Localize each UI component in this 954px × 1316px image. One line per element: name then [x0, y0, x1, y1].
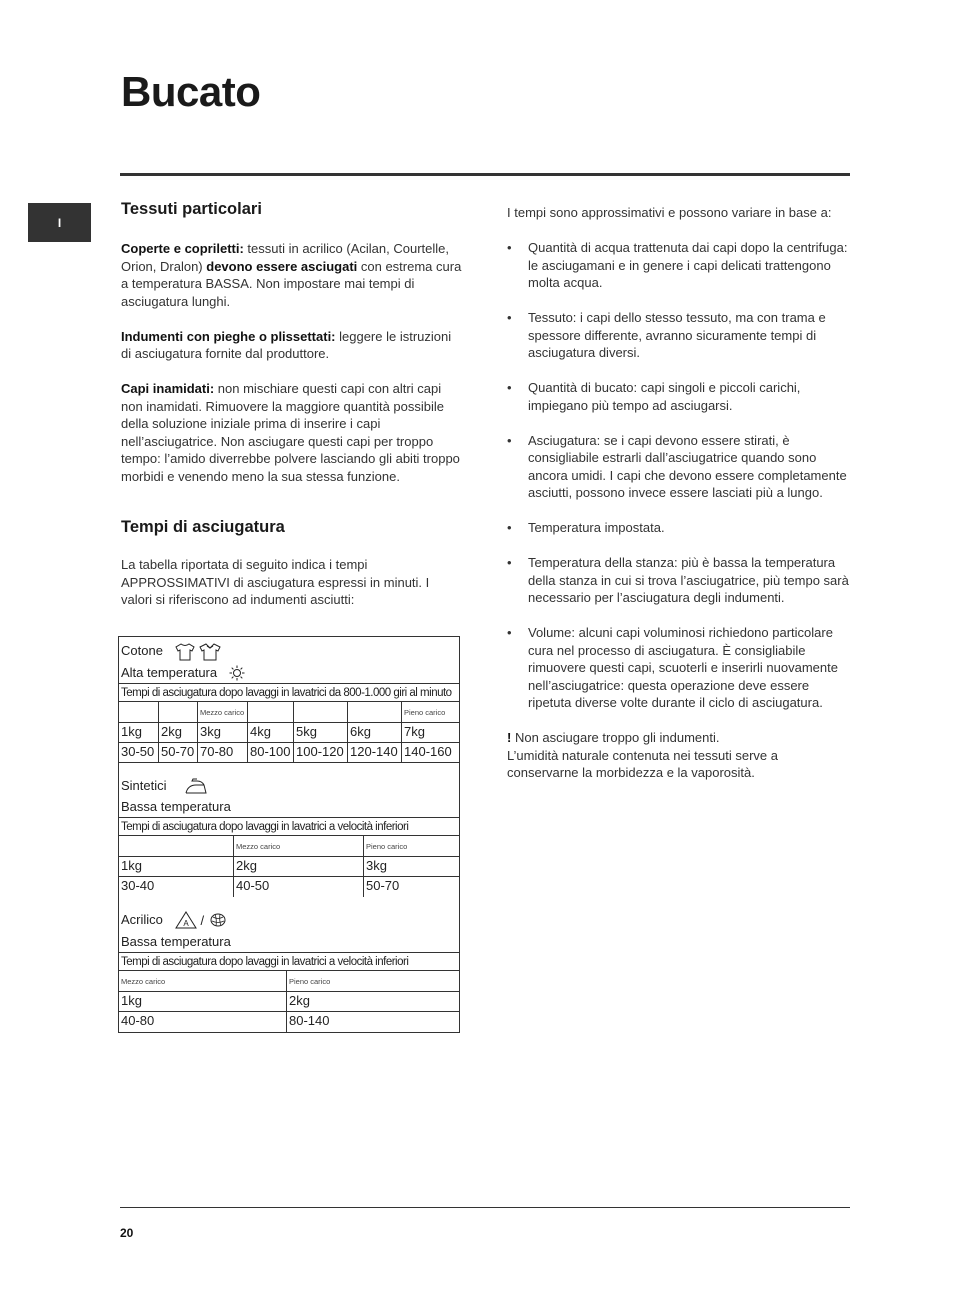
text-inamidati: non mischiare questi capi con altri capi non inamidati. Rimuovere la maggiore quantità possibile della soluzione iniziale prima di inserire i capi nell’asciugatrice. Non asciugare questi capi per troppo tempo: l’amido diverrebbe polvere lasciando gli abiti troppo morbidi e venendo meno la sua stessa funzione. [121, 381, 460, 484]
paragraph-tabella: La tabella riportata di seguito indica i tempi APPROSSIMATIVI di asciugatura espressi in minuti. I valori si riferiscono ad indumenti asciutti: [121, 557, 430, 607]
grid-acrilico [119, 971, 459, 1032]
grid-sintetici [119, 836, 459, 897]
intro-text: I tempi sono approssimativi e possono variare in base a: [507, 205, 832, 220]
weight-cell: 2kg [159, 723, 198, 743]
time-cell: 140-160 [402, 743, 459, 763]
weight-cell: 3kg [364, 857, 459, 877]
weight-cell: 4kg [248, 723, 294, 743]
list-item: • Volume: alcuni capi voluminosi richiedono particolare cura nel processo di asciugatura. È consigliabile rimuovere questi capi, scuoterli e inserirli nuovamente nell’asciugatrice: questa operazione deve essere ripetuta diverse volte durante il ciclo di asciugatura. [507, 624, 852, 712]
text-pieghe: leggere le istruzioni di asciugatura fornite dal produttore. [121, 328, 452, 361]
bottom-divider [120, 1207, 850, 1208]
iron-icon [184, 777, 208, 795]
language-tab [28, 203, 91, 242]
grid-cotone [119, 702, 459, 763]
condition-sintetici: Tempi di asciugatura dopo lavaggi in lavatrici a velocità inferiori [119, 817, 459, 836]
time-cell: 120-140 [348, 743, 402, 763]
weight-cell: 6kg [348, 723, 402, 743]
text-coperte: tessuti in acrilico (Acilan, Courtelle, Orion, Dralon) [121, 241, 449, 274]
left-column [121, 200, 463, 609]
warning-mark: ! [507, 730, 512, 745]
section-title-tempi: Tempi di asciugatura [121, 518, 285, 536]
category-temp: Bassa temperatura [121, 798, 231, 814]
weight-cell: 1kg [119, 723, 159, 743]
time-cell: 50-70 [159, 743, 198, 763]
category-temp: Alta temperatura [121, 664, 218, 680]
paragraph-pieghe [121, 328, 463, 363]
warning-text-2: L’umidità naturale contenuta nei tessuti serve a conservarne la morbidezza e la vaporosità. [507, 747, 779, 780]
svg-text:A: A [182, 919, 189, 929]
drying-times-table [118, 636, 460, 1033]
time-cell: 40-80 [119, 1012, 287, 1032]
time-cell: 80-140 [289, 1012, 330, 1028]
weight-cell: 1kg [119, 857, 234, 877]
weight-cell: 3kg [198, 723, 248, 743]
label-mezzo-carico: Mezzo carico [119, 971, 287, 992]
category-temp: Bassa temperatura [121, 933, 231, 949]
list-item: • Asciugatura: se i capi devono essere stirati, è consigliabile estrarli dall’asciugatrice quando sono ancora umidi. I capi che devono essere completamente asciutti, possono invece essere lasciati più a lungo. [507, 432, 852, 502]
warning-note [507, 729, 852, 782]
label-pieno-carico: Pieno carico [287, 971, 459, 992]
condition-cotone: Tempi di asciugatura dopo lavaggi in lavatrici da 800-1.000 giri al minuto [119, 683, 459, 702]
time-cell: 30-50 [119, 743, 159, 763]
term-pieghe: Indumenti con pieghe o plissettati: [121, 328, 336, 344]
label-cell [119, 836, 234, 857]
list-item: • Temperatura impostata. [507, 519, 852, 537]
time-cell: 40-50 [234, 877, 364, 897]
text-coperte-2: con estrema cura a temperatura BASSA. Non impostare mai tempi di asciugatura lunghi. [121, 258, 462, 309]
list-item: • Tessuto: i capi dello stesso tessuto, ma con trama e spessore differente, avranno sicuramente tempi di asciugatura diversi. [507, 309, 852, 362]
term-inamidati: Capi inamidati: [121, 381, 215, 396]
condition-acrilico: Tempi di asciugatura dopo lavaggi in lavatrici a velocità inferiori [119, 952, 459, 971]
label-mezzo-carico: Mezzo carico [234, 836, 364, 857]
weight-cell: 1kg [119, 992, 287, 1012]
shirt-icon [199, 642, 221, 662]
time-cell: 80-100 [248, 743, 294, 763]
acrylic-triangle-icon [175, 911, 197, 929]
factors-list [507, 239, 852, 712]
page-number: 20 [120, 1226, 134, 1240]
label-pieno-carico: Pieno carico [402, 702, 459, 723]
category-cotone [119, 637, 459, 683]
paragraph-coperte [121, 240, 463, 310]
label-cell [348, 702, 402, 723]
term-devono: devono essere asciugati [206, 258, 358, 274]
weight-cell: 2kg [234, 857, 364, 877]
language-tab-label: I [57, 215, 62, 230]
label-mezzo-carico: Mezzo carico [198, 702, 248, 723]
tshirt-icon [175, 642, 195, 662]
list-item: • Temperatura della stanza: più è bassa la temperatura della stanza in cui si trova l’asciugatrice, più tempo sarà necessario per l’asciugatura degli indumenti. [507, 554, 852, 607]
category-acrilico [119, 897, 459, 952]
list-item: • Quantità di acqua trattenuta dai capi dopo la centrifuga: le asciugamani e in genere i capi delicati trattengono molta acqua. [507, 239, 852, 292]
weight-cell: 2kg [287, 992, 459, 1012]
category-name: Cotone [121, 643, 163, 658]
label-cell [119, 702, 159, 723]
top-divider [120, 173, 850, 176]
paragraph-inamidati [121, 380, 463, 485]
icon-separator: / [200, 912, 205, 928]
category-sintetici [119, 763, 459, 817]
label-cell [294, 702, 348, 723]
weight-cell: 7kg [402, 723, 459, 743]
time-cell: 70-80 [198, 743, 248, 763]
label-pieno-carico: Pieno carico [364, 836, 459, 857]
list-item: • Quantità di bucato: capi singoli e piccoli carichi, impiegano più tempo ad asciugarsi. [507, 379, 852, 414]
wool-icon [208, 911, 228, 929]
sun-icon [229, 665, 245, 681]
label-cell [159, 702, 198, 723]
time-cell: 50-70 [366, 877, 400, 893]
page-title: Bucato [121, 68, 261, 115]
warning-text: Non asciugare troppo gli indumenti. [511, 730, 720, 745]
right-column [507, 204, 852, 782]
section-title-tessuti: Tessuti particolari [121, 200, 262, 218]
category-name: Sintetici [121, 777, 167, 793]
category-name: Acrilico [121, 911, 163, 927]
weight-cell: 5kg [294, 723, 348, 743]
term-coperte: Coperte e copriletti: [121, 241, 244, 256]
label-cell [248, 702, 294, 723]
time-cell: 100-120 [294, 743, 348, 763]
time-cell: 30-40 [119, 877, 234, 897]
